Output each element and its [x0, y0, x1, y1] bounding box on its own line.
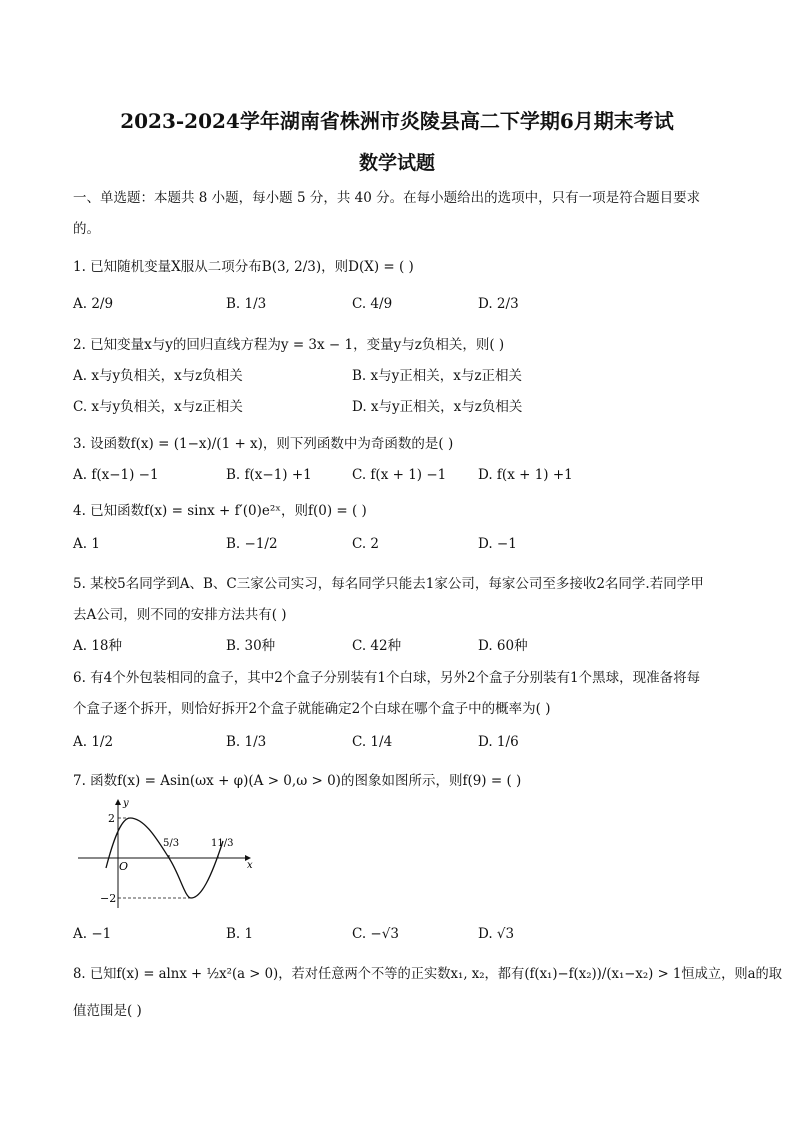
question-5-option-a: A. 18种 [73, 638, 123, 654]
y-axis-arrow [115, 799, 121, 805]
question-4-option-d: D. −1 [478, 536, 517, 552]
x-axis-label: x [247, 860, 253, 871]
question-3-option-b: B. f(x−1) +1 [226, 467, 312, 483]
question-6-option-d: D. 1/6 [478, 734, 519, 750]
question-4-stem: 4. 已知函数f(x) = sinx + f′(0)e²ˣ，则f(0) = ( ) [73, 503, 367, 519]
question-1-option-b: B. 1/3 [226, 296, 267, 312]
question-8-stem-line2: 值范围是( ) [73, 1003, 142, 1019]
question-7-option-a: A. −1 [73, 926, 112, 942]
page-subtitle: 数学试题 [358, 152, 435, 174]
question-5-option-c: C. 42种 [352, 638, 402, 654]
question-6-stem-line1: 6. 有4个外包装相同的盒子，其中2个盒子分别装有1个白球，另外2个盒子分别装有1个黑球，现准备将每 [73, 670, 701, 686]
question-2-option-d: D. x与y正相关，x与z负相关 [352, 399, 523, 415]
question-5-option-d: D. 60种 [478, 638, 528, 654]
question-5-stem-line1: 5. 某校5名同学到A、B、C三家公司实习，每名同学只能去1家公司，每家公司至多接收2名同学.若同学甲 [73, 576, 704, 592]
question-6-stem-line2: 个盒子逐个拆开，则恰好拆开2个盒子就能确定2个白球在哪个盒子中的概率为( ) [73, 701, 551, 717]
question-3-option-a: A. f(x−1) −1 [73, 467, 159, 483]
question-4-option-b: B. −1/2 [226, 536, 278, 552]
y-axis-label: y [123, 798, 129, 809]
question-4-option-a: A. 1 [73, 536, 100, 552]
question-8-stem-line1: 8. 已知f(x) = alnx + ½x²(a > 0)，若对任意两个不等的正实数x₁, x₂，都有(f(x₁)−f(x₂))/(x₁−x₂) > 1恒成立，则a的取 [73, 966, 783, 982]
question-3-option-d: D. f(x + 1) +1 [478, 467, 573, 483]
question-7-stem: 7. 函数f(x) = Asin(ωx + φ)(A > 0,ω > 0)的图象如图所示，则f(9) = ( ) [73, 773, 522, 789]
question-3-option-c: C. f(x + 1) −1 [352, 467, 447, 483]
y-max-label: 2 [108, 812, 115, 825]
question-7-option-c: C. −√3 [352, 926, 399, 942]
section-header-line2: 的。 [73, 221, 100, 237]
question-6-option-c: C. 1/4 [352, 734, 393, 750]
question-6-option-a: A. 1/2 [73, 734, 114, 750]
question-7-option-b: B. 1 [226, 926, 254, 942]
question-5-option-b: B. 30种 [226, 638, 276, 654]
question-1-option-a: A. 2/9 [73, 296, 114, 312]
question-2-stem: 2. 已知变量x与y的回归直线方程为y = 3x − 1，变量y与z负相关，则( ) [73, 337, 505, 353]
question-6-option-b: B. 1/3 [226, 734, 267, 750]
question-2-option-c: C. x与y负相关，x与z正相关 [73, 399, 243, 415]
origin-label: O [119, 860, 129, 873]
question-1-option-c: C. 4/9 [352, 296, 393, 312]
question-2-option-a: A. x与y负相关，x与z负相关 [73, 368, 243, 384]
page-title: 2023-2024学年湖南省株洲市炎陵县高二下学期6月期末考试 [120, 109, 674, 133]
question-3-stem: 3. 设函数f(x) = (1−x)/(1 + x)，则下列函数中为奇函数的是( ) [73, 436, 454, 452]
section-header-line1: 一、单选题：本题共 8 小题，每小题 5 分，共 40 分。在每小题给出的选项中，只有一项是符合题目要求 [73, 190, 701, 206]
question-2-option-b: B. x与y正相关，x与z正相关 [352, 368, 522, 384]
question-5-stem-line2: 去A公司，则不同的安排方法共有( ) [73, 607, 287, 623]
sine-graph [73, 796, 253, 911]
question-7-option-d: D. √3 [478, 926, 515, 942]
x-label-11-3: 11/3 [211, 838, 234, 849]
x-label-5-3: 5/3 [163, 838, 180, 849]
y-min-label: −2 [100, 892, 117, 905]
question-1-stem: 1. 已知随机变量X服从二项分布B(3, 2/3)，则D(X) = ( ) [73, 259, 414, 275]
question-4-option-c: C. 2 [352, 536, 380, 552]
question-1-option-d: D. 2/3 [478, 296, 519, 312]
